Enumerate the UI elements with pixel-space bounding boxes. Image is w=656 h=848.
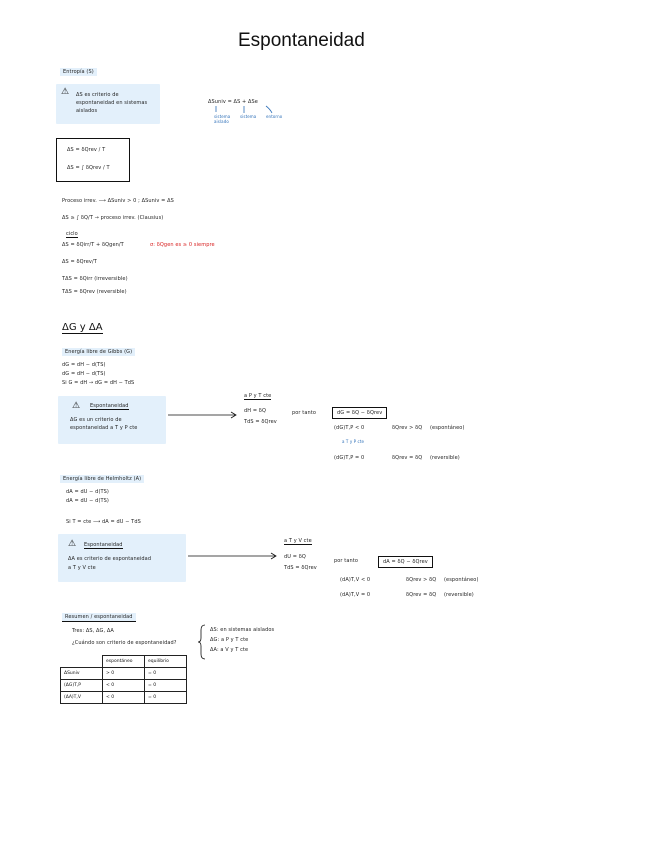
table-row (61, 680, 187, 692)
table-cell: ΔSuniv (61, 668, 103, 680)
note-box-gibbs (58, 396, 166, 444)
note-line: a T y V cte (68, 565, 96, 571)
note-line: ΔS es criterio de (76, 92, 119, 98)
section-header-dg-da: ΔG y ΔA (62, 322, 103, 333)
section-header-summary: Resumen / espontaneidad (62, 613, 136, 622)
gibbs-line: dG = dH − d(TS) (62, 362, 106, 368)
gibbs-case-right: δQrev = δQ (392, 455, 423, 461)
gibbs-mid: TdS = δQrev (244, 419, 277, 425)
irreversible-process-line: Proceso irrev. ⟶ ΔSuniv > 0 ; ΔSuniv = ΔS (62, 198, 174, 204)
box-line: ΔS = ∫ δQrev / T (67, 165, 110, 171)
note-box-helmholtz (58, 534, 186, 582)
clausius-line: ΔS ≥ ∫ δQ/T → proceso irrev. (Clausius) (62, 215, 164, 221)
entropy-line: ΔS = δQrev/T (62, 259, 97, 265)
helmholtz-line: dA = dU − d(TS) (66, 489, 109, 495)
entropy-line: TΔS = δQirr (irreversible) (62, 276, 128, 282)
helmholtz-case-right: δQrev > δQ (406, 577, 437, 583)
table-cell: < 0 (103, 692, 145, 704)
gibbs-case-left: (dG)T,P < 0 (334, 425, 365, 431)
note-line: aislados (76, 108, 98, 114)
sub-header-helmholtz: Energía libre de Helmholtz (A) (60, 475, 144, 483)
helmholtz-case-tag: (reversible) (444, 592, 474, 598)
gibbs-mid: dH = δQ (244, 408, 266, 414)
table-row (61, 656, 187, 668)
label-aislado: sistema aislado (214, 114, 231, 124)
table-header: equilibrio (145, 656, 187, 668)
note-box-entropy (56, 84, 160, 124)
note-title: Espontaneidad (84, 542, 123, 548)
label-entorno: entorno (266, 114, 283, 119)
gibbs-case-left: (dG)T,P = 0 (334, 455, 365, 461)
brace-line: ΔG: a P y T cte (210, 637, 249, 643)
summary-line: ¿Cuándo son criterio de espontaneidad? (72, 640, 177, 646)
arrow-helmholtz (188, 551, 280, 561)
brace-line: ΔA: a V y T cte (210, 647, 249, 653)
por-tanto: por tanto (334, 558, 358, 564)
table-row (61, 668, 187, 680)
helmholtz-mid: TdS = δQrev (284, 565, 317, 571)
table-cell: = 0 (145, 680, 187, 692)
table-cell: > 0 (103, 668, 145, 680)
note-title: Espontaneidad (90, 403, 129, 409)
table-cell: (ΔA)T,V (61, 692, 103, 704)
arrow-gibbs (168, 410, 240, 420)
note-line: ΔG es un criterio de (70, 417, 122, 423)
helmholtz-case-tag: (espontáneo) (444, 577, 479, 583)
table-row (61, 692, 187, 704)
table-cell: (ΔG)T,P (61, 680, 103, 692)
label-sistema: sistema (240, 114, 257, 119)
brace-line: ΔS: en sistemas aislados (210, 627, 275, 633)
gibbs-case-tag: (reversible) (430, 455, 460, 461)
table-cell: < 0 (103, 680, 145, 692)
helmholtz-line: dA = dU − d(TS) (66, 498, 109, 504)
cycle-label: ciclo (66, 231, 78, 237)
entropy-definition-box (56, 138, 130, 182)
entropy-universe-equation: ΔSuniv = ΔS + ΔSe (208, 99, 258, 105)
warning-icon: ⚠ (61, 87, 70, 97)
helmholtz-boxed-equation: dA = δQ − δQrev (378, 556, 433, 568)
gibbs-line: Si G = dH → dG = dH − TdS (62, 380, 135, 386)
helmholtz-condition: a T y V cte (284, 538, 312, 544)
helmholtz-line: Si T = cte ⟶ dA = dU − TdS (66, 519, 141, 525)
entropy-line: ΔS = δQirr/T + δQgen/T (62, 242, 124, 248)
gibbs-line: dG = dH − d(TS) (62, 371, 106, 377)
gibbs-case-right: δQrev > δQ (392, 425, 423, 431)
helmholtz-mid: dU = δQ (284, 554, 306, 560)
table-cell (61, 656, 103, 668)
table-cell: = 0 (145, 668, 187, 680)
warning-icon: ⚠ (72, 401, 81, 411)
helmholtz-case-right: δQrev = δQ (406, 592, 437, 598)
table-cell: = 0 (145, 692, 187, 704)
por-tanto: por tanto (292, 410, 316, 416)
entropy-line: TΔS = δQrev (reversible) (62, 289, 127, 295)
helmholtz-case-left: (dA)T,V = 0 (340, 592, 371, 598)
gibbs-boxed-equation: dG = δQ − δQrev (332, 407, 387, 419)
sub-header-gibbs: Energía libre de Gibbs (G) (62, 348, 135, 356)
gibbs-condition: a P y T cte (244, 393, 272, 399)
small-note: a T y P cte (342, 439, 365, 444)
page-title: Espontaneidad (238, 30, 365, 51)
note-line: espontaneidad a T y P cte (70, 425, 138, 431)
note-line: ΔA es criterio de espontaneidad (68, 556, 152, 562)
brace-icon (198, 624, 206, 660)
warning-icon: ⚠ (68, 539, 77, 549)
note-line: espontaneidad en sistemas (76, 100, 148, 106)
table-header: espontáneo (103, 656, 145, 668)
summary-table (60, 655, 187, 704)
section-header-entropy: Entropía (S) (60, 68, 97, 76)
red-note: σ: δQgen es ≥ 0 siempre (150, 242, 215, 248)
summary-line: Tres: ΔS, ΔG, ΔA (72, 628, 114, 634)
gibbs-case-tag: (espontáneo) (430, 425, 465, 431)
helmholtz-case-left: (dA)T,V < 0 (340, 577, 371, 583)
box-line: ΔS = δQrev / T (67, 147, 106, 153)
